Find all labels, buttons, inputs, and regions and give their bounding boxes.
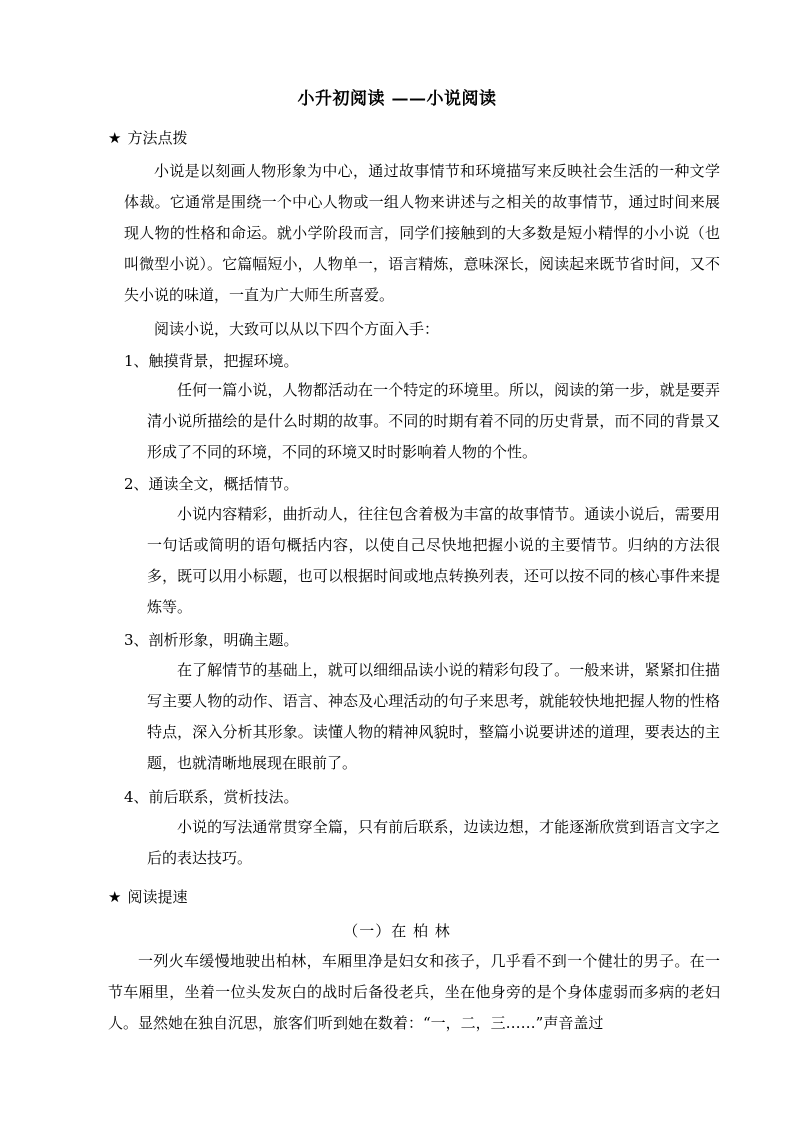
intro-paragraph: 小说是以刻画人物形象为中心，通过故事情节和环境描写来反映社会生活的一种文学体裁。它通常是围绕一个中心人物或一组人物来讲述与之相关的故事情节，通过时间来展现人物的性格和命运。就小学阶段而言，同学们接触到的大多数是短小精悍的小小说（也叫微型小说）。它篇幅短小，人物单一，语言精炼，意味深长，阅读起来既节省时间，又不失小说的味道，一直为广大师生所喜爱。 <box>124 162 720 304</box>
method-item-body: 任何一篇小说，人物都活动在一个特定的环境里。所以，阅读的第一步，就是要弄清小说所描绘的是什么时期的故事。不同的时期有着不同的历史背景，而不同的背景又形成了不同的环境，不同的环境又时时影响着人物的个性。 <box>147 381 720 461</box>
method-item-body: 在了解情节的基础上，就可以细细品读小说的精彩句段了。一般来讲，紧紧扣住描写主要人物的动作、语言、神态及心理活动的句子来思考，就能较快地把握人物的性格特点，深入分析其形象。读懂人物的精神风貌时，整篇小说要讲述的道理，要表达的主题，也就清晰地展现在眼前了。 <box>147 661 720 772</box>
section-heading-method <box>108 127 187 148</box>
section-label: 阅读提速 <box>127 888 188 906</box>
method-item-body: 小说内容精彩，曲折动人，往往包含着极为丰富的故事情节。通读小说后，需要用一句话或简明的语句概括内容，以使自己尽快地把握小说的主要情节。归纳的方法很多，既可以用小标题，也可以根据时间或地点转换列表，还可以按不同的核心事件来提炼等。 <box>147 505 720 616</box>
intro-lead-sentence: 阅读小说，大致可以从以下四个方面入手： <box>154 320 440 338</box>
method-item-heading: 1、触摸背景，把握环境。 <box>124 352 299 370</box>
story-paragraph: 一列火车缓慢地驶出柏林，车厢里净是妇女和孩子，几乎看不到一个健壮的男子。在一节车厢里，坐着一位头发灰白的战时后备役老兵，坐在他身旁的是个身体虚弱而多病的老妇人。显然她在独自沉思，旅客们听到她在数着：“一，二，三……”声音盖过 <box>108 952 720 1032</box>
method-item-heading: 2、通读全文，概括情节。 <box>124 475 299 493</box>
section-heading-reading <box>108 886 187 907</box>
method-item-heading: 3、剖析形象，明确主题。 <box>124 631 299 649</box>
method-item-body: 小说的写法通常贯穿全篇，只有前后联系，边读边想，才能逐渐欣赏到语言文字之后的表达技巧。 <box>147 818 720 867</box>
story-title: （一）在 柏 林 <box>343 922 451 940</box>
method-item-heading: 4、前后联系，赏析技法。 <box>124 788 299 806</box>
star-icon: ★ <box>108 129 122 147</box>
star-icon: ★ <box>108 888 122 906</box>
page-title: 小升初阅读 ——小说阅读 <box>297 89 497 109</box>
section-label: 方法点拨 <box>127 129 188 147</box>
